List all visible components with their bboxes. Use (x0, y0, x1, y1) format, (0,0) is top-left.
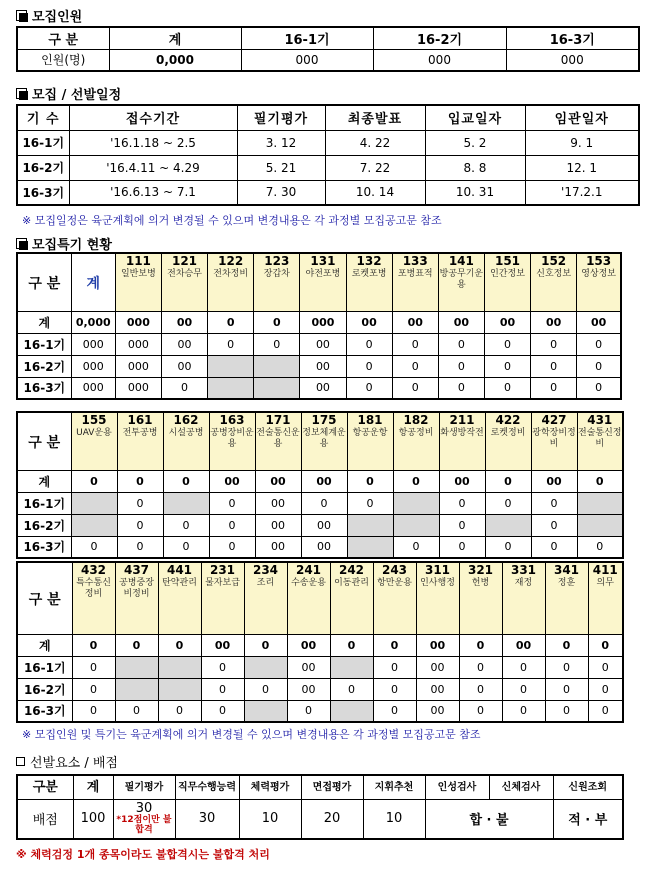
row-label: 16-3기 (17, 377, 71, 399)
table-cell: 0 (459, 700, 502, 722)
table-cell: 0 (438, 333, 484, 355)
spec-111: 111 일반보병 (115, 253, 161, 311)
table-cell: 0 (158, 634, 201, 656)
table-cell: 00 (201, 634, 244, 656)
checkbox-bullet-icon (16, 757, 25, 766)
section-selection-title: 선발요소 / 배점 (16, 752, 118, 771)
table-cell: 0 (161, 377, 207, 399)
table-cell: 0 (502, 656, 545, 678)
table-cell (158, 678, 201, 700)
spec-131: 131 야전포병 (300, 253, 346, 311)
table-cell: 00 (161, 333, 207, 355)
table-cell: 0 (577, 470, 623, 492)
table-cell: 0 (484, 333, 530, 355)
table-cell: 00 (300, 355, 346, 377)
table-cell: 0 (373, 656, 416, 678)
spec-241: 241 수송운용 (287, 562, 330, 634)
table-total-row (17, 470, 623, 492)
table-cell: 00 (301, 536, 347, 558)
table-cell: 0 (117, 514, 163, 536)
table-row (17, 700, 623, 722)
table-cell (485, 514, 531, 536)
specialty-table-3 (16, 561, 624, 723)
table-cell: 0 (244, 634, 287, 656)
spec-122: 122 전차정비 (208, 253, 254, 311)
specialty-table-2 (16, 411, 624, 559)
table-cell: 0 (72, 634, 115, 656)
spec-411: 411 의무 (588, 562, 623, 634)
spec-311: 311 인사행정 (416, 562, 459, 634)
table-cell: 0 (346, 355, 392, 377)
spec-175: 175 정보체계운용 (301, 412, 347, 470)
spec-152: 152 신호정보 (531, 253, 577, 311)
table-cell: 000 (115, 377, 161, 399)
table-cell: 00 (301, 514, 347, 536)
table-cell: 0 (545, 678, 588, 700)
table-cell (163, 492, 209, 514)
recruit-count-table (16, 26, 640, 72)
table-cell: 0 (346, 377, 392, 399)
table-cell: 0 (439, 492, 485, 514)
table-cell: 0 (208, 311, 254, 333)
table-cell: 00 (255, 514, 301, 536)
fitness-note: ※ 체력검정 1개 종목이라도 불합격시는 불합격 처리 (16, 848, 270, 861)
table-cell: 0 (72, 656, 115, 678)
table-header-row: 구 분 계 16-1기 16-2기 16-3기 (17, 27, 639, 49)
table-cell: 00 (287, 634, 330, 656)
row-label: 16-1기 (17, 492, 71, 514)
row-label: 16-2기 (17, 678, 72, 700)
table-total-row (17, 634, 623, 656)
table-row (17, 492, 623, 514)
spec-155: 155 UAV운용 (71, 412, 117, 470)
table-cell: 0 (208, 333, 254, 355)
specialty-note: ※ 모집인원 및 특기는 육군계획에 의거 변경될 수 있으며 변경내용은 각 과정별 모집공고문 참조 (22, 728, 481, 741)
table-cell: 0 (531, 355, 577, 377)
row-label: 16-1기 (17, 333, 71, 355)
table-cell: 0 (347, 492, 393, 514)
table-row: 16-3기 '16.6.13 ~ 7.1 7. 30 10. 14 10. 31 '17.2.1 (17, 180, 639, 205)
table-cell: 0 (531, 514, 577, 536)
table-cell: 0 (531, 333, 577, 355)
table-cell: 00 (255, 492, 301, 514)
table-cell: 0 (392, 333, 438, 355)
table-cell: 000 (71, 377, 115, 399)
table-cell: 0 (485, 492, 531, 514)
spec-182: 182 항공정비 (393, 412, 439, 470)
table-cell: 0 (373, 634, 416, 656)
table-cell: 0 (373, 700, 416, 722)
spec-437: 437 공병중장비정비 (115, 562, 158, 634)
table-cell (71, 514, 117, 536)
table-cell: 0 (459, 634, 502, 656)
spec-161: 161 전투공병 (117, 412, 163, 470)
table-row: 배점 100 30 *12점이만 불합격 30 10 20 10 합 · 불 적 · 부 (17, 799, 623, 839)
table-total-row (17, 311, 621, 333)
table-cell (347, 536, 393, 558)
table-cell: 0 (347, 470, 393, 492)
spec-163: 163 공병장비운용 (209, 412, 255, 470)
table-cell (244, 700, 287, 722)
table-row: 16-2기 '16.4.11 ~ 4.29 5. 21 7. 22 8. 8 12. 1 (17, 155, 639, 180)
table-cell (71, 492, 117, 514)
table-cell: 0 (163, 470, 209, 492)
table-cell: 0 (254, 333, 300, 355)
table-cell: 0 (588, 656, 623, 678)
table-cell: 000 (300, 311, 346, 333)
row-label: 계 (17, 470, 71, 492)
spec-242: 242 이동관리 (330, 562, 373, 634)
table-row (17, 333, 621, 355)
table-cell (330, 656, 373, 678)
spec-123: 123 장갑차 (254, 253, 300, 311)
table-cell: 0 (577, 536, 623, 558)
table-cell: 0 (485, 536, 531, 558)
schedule-note: ※ 모집일정은 육군계획에 의거 변경될 수 있으며 변경내용은 각 과정별 모집공고문 참조 (22, 214, 442, 227)
spec-181: 181 항공운항 (347, 412, 393, 470)
table-cell: 0 (117, 470, 163, 492)
section-recruit-count-title: 모집인원 (16, 6, 82, 25)
table-header-row: 구 분 계 111 일반보병 121 전차승무 122 전차정비 123 장갑차 131 야전포병 132 로켓포병 133 포병표적 141 방공무기운용 151 인간정보 152 신호정보 153 영상정보 (17, 253, 621, 311)
table-cell: 00 (300, 377, 346, 399)
table-row (17, 377, 621, 399)
table-cell: 0 (71, 470, 117, 492)
checkbox-bullet-icon (16, 88, 27, 99)
table-cell (347, 514, 393, 536)
table-cell: 0 (244, 678, 287, 700)
table-cell: 000 (115, 311, 161, 333)
table-cell: 00 (439, 470, 485, 492)
table-cell: 0 (117, 492, 163, 514)
table-cell: 0 (438, 377, 484, 399)
table-cell: 0 (115, 700, 158, 722)
table-cell: 0 (117, 536, 163, 558)
table-cell: 0 (72, 678, 115, 700)
table-cell: 0 (201, 678, 244, 700)
spec-331: 331 재정 (502, 562, 545, 634)
checkbox-bullet-icon (16, 238, 27, 249)
table-cell: 0 (485, 470, 531, 492)
spec-341: 341 정훈 (545, 562, 588, 634)
table-header-row: 구분 계 필기평가 직무수행능력 체력평가 면접평가 지휘추천 인성검사 신체검사 신원조회 (17, 775, 623, 799)
table-cell: 0 (72, 700, 115, 722)
row-label: 16-2기 (17, 355, 71, 377)
table-cell: 000 (71, 355, 115, 377)
table-cell (208, 377, 254, 399)
spec-422: 422 로켓정비 (485, 412, 531, 470)
table-cell: 0 (588, 678, 623, 700)
table-cell: 0 (209, 514, 255, 536)
row-label: 16-1기 (17, 656, 72, 678)
table-cell: 0 (545, 656, 588, 678)
table-row: 16-1기 '16.1.18 ~ 2.5 3. 12 4. 22 5. 2 9. 1 (17, 130, 639, 155)
table-row (17, 514, 623, 536)
spec-431: 431 전술통신정비 (577, 412, 623, 470)
table-cell: 0 (330, 678, 373, 700)
table-cell: 0 (287, 700, 330, 722)
table-cell: 000 (71, 333, 115, 355)
table-cell: 0 (531, 377, 577, 399)
row-label: 16-3기 (17, 536, 71, 558)
table-cell: 0 (201, 656, 244, 678)
table-cell: 0 (346, 333, 392, 355)
spec-162: 162 시설공병 (163, 412, 209, 470)
table-header-row: 구 분 155 UAV운용 161 전투공병 162 시설공병 163 공병장비운용 171 전술통신운용 175 정보체계운용 181 항공운항 182 항공정비 211 화생방작전 422 로켓정비 427 광학장비정비 431 전술통신정비 (17, 412, 623, 470)
selection-score-table (16, 774, 624, 840)
table-cell: 00 (161, 311, 207, 333)
spec-151: 151 인간정보 (484, 253, 530, 311)
spec-321: 321 헌병 (459, 562, 502, 634)
table-cell (393, 514, 439, 536)
table-cell: 0 (588, 634, 623, 656)
table-cell: 0 (502, 700, 545, 722)
table-cell: 0 (484, 355, 530, 377)
table-cell: 0 (439, 514, 485, 536)
table-cell: 0 (545, 634, 588, 656)
table-cell: 0 (201, 700, 244, 722)
schedule-table (16, 104, 640, 206)
spec-121: 121 전차승무 (161, 253, 207, 311)
spec-427: 427 광학장비정비 (531, 412, 577, 470)
table-cell: 00 (577, 311, 621, 333)
spec-234: 234 조리 (244, 562, 287, 634)
table-cell: 00 (161, 355, 207, 377)
table-cell: 00 (209, 470, 255, 492)
table-cell (115, 678, 158, 700)
table-cell: 00 (416, 700, 459, 722)
table-cell: 0 (502, 678, 545, 700)
table-cell: 0 (163, 514, 209, 536)
spec-132: 132 로켓포병 (346, 253, 392, 311)
table-cell: 0 (577, 333, 621, 355)
table-row (17, 656, 623, 678)
table-cell: 0 (531, 536, 577, 558)
table-cell: 0 (330, 634, 373, 656)
table-cell (254, 377, 300, 399)
table-cell: 0 (392, 355, 438, 377)
table-cell: 0 (459, 678, 502, 700)
table-cell: 0 (393, 536, 439, 558)
table-cell: 0 (301, 492, 347, 514)
table-cell (244, 656, 287, 678)
specialty-table-1 (16, 252, 622, 400)
spec-441: 441 탄약관리 (158, 562, 201, 634)
table-cell: 00 (531, 311, 577, 333)
spec-171: 171 전술통신운용 (255, 412, 301, 470)
table-cell (577, 514, 623, 536)
table-cell (115, 656, 158, 678)
table-cell: 0 (588, 700, 623, 722)
table-cell: 0 (577, 377, 621, 399)
table-cell: 0 (71, 536, 117, 558)
table-cell: 0 (545, 700, 588, 722)
table-cell: 0 (459, 656, 502, 678)
table-cell (208, 355, 254, 377)
spec-231: 231 물자보급 (201, 562, 244, 634)
table-cell: 00 (346, 311, 392, 333)
table-row: 인원(명) 0,000 000 000 000 (17, 49, 639, 71)
checkbox-bullet-icon (16, 10, 27, 21)
table-cell: 00 (438, 311, 484, 333)
row-label: 16-2기 (17, 514, 71, 536)
table-cell: 0 (531, 492, 577, 514)
table-cell: 00 (502, 634, 545, 656)
table-cell: 00 (416, 656, 459, 678)
section-schedule-title: 모집 / 선발일정 (16, 84, 121, 103)
table-row (17, 536, 623, 558)
spec-243: 243 항만운용 (373, 562, 416, 634)
section-specialty-title: 모집특기 현황 (16, 234, 112, 253)
table-header-row: 기 수 접수기간 필기평가 최종발표 입교일자 임관일자 (17, 105, 639, 130)
spec-133: 133 포병표적 (392, 253, 438, 311)
table-cell: 0 (577, 355, 621, 377)
row-label: 계 (17, 634, 72, 656)
table-cell: 00 (531, 470, 577, 492)
table-cell: 00 (255, 536, 301, 558)
row-label: 계 (17, 311, 71, 333)
table-cell: 0 (439, 536, 485, 558)
table-cell: 0 (209, 492, 255, 514)
spec-153: 153 영상정보 (577, 253, 621, 311)
spec-141: 141 방공무기운용 (438, 253, 484, 311)
table-header-row: 구 분 432 특수통신정비 437 공병중장비정비 441 탄약관리 231 물자보급 234 조리 241 수송운용 242 이동관리 243 항만운용 311 인사행정 321 헌병 331 재정 341 정훈 411 의무 (17, 562, 623, 634)
table-cell: 000 (115, 333, 161, 355)
table-row (17, 355, 621, 377)
table-cell: 00 (255, 470, 301, 492)
table-cell: 00 (416, 634, 459, 656)
table-cell: 00 (287, 656, 330, 678)
table-cell: 00 (484, 311, 530, 333)
table-cell (158, 656, 201, 678)
table-cell: 00 (392, 311, 438, 333)
table-cell: 0 (393, 470, 439, 492)
table-cell (254, 355, 300, 377)
table-cell: 0 (163, 536, 209, 558)
table-cell: 0 (392, 377, 438, 399)
table-cell: 0 (438, 355, 484, 377)
table-cell: 000 (115, 355, 161, 377)
table-cell (577, 492, 623, 514)
table-cell (330, 700, 373, 722)
table-cell: 00 (416, 678, 459, 700)
table-cell: 0 (158, 700, 201, 722)
spec-211: 211 화생방작전 (439, 412, 485, 470)
table-cell: 0 (209, 536, 255, 558)
table-cell: 00 (287, 678, 330, 700)
table-cell (393, 492, 439, 514)
table-cell: 0 (373, 678, 416, 700)
row-label: 16-3기 (17, 700, 72, 722)
written-score-cell: 30 *12점이만 불합격 (113, 799, 175, 839)
spec-432: 432 특수통신정비 (72, 562, 115, 634)
table-cell: 00 (301, 470, 347, 492)
table-cell: 00 (300, 333, 346, 355)
table-cell: 0 (254, 311, 300, 333)
table-cell: 0,000 (71, 311, 115, 333)
table-cell: 0 (484, 377, 530, 399)
table-cell: 0 (115, 634, 158, 656)
table-row (17, 678, 623, 700)
